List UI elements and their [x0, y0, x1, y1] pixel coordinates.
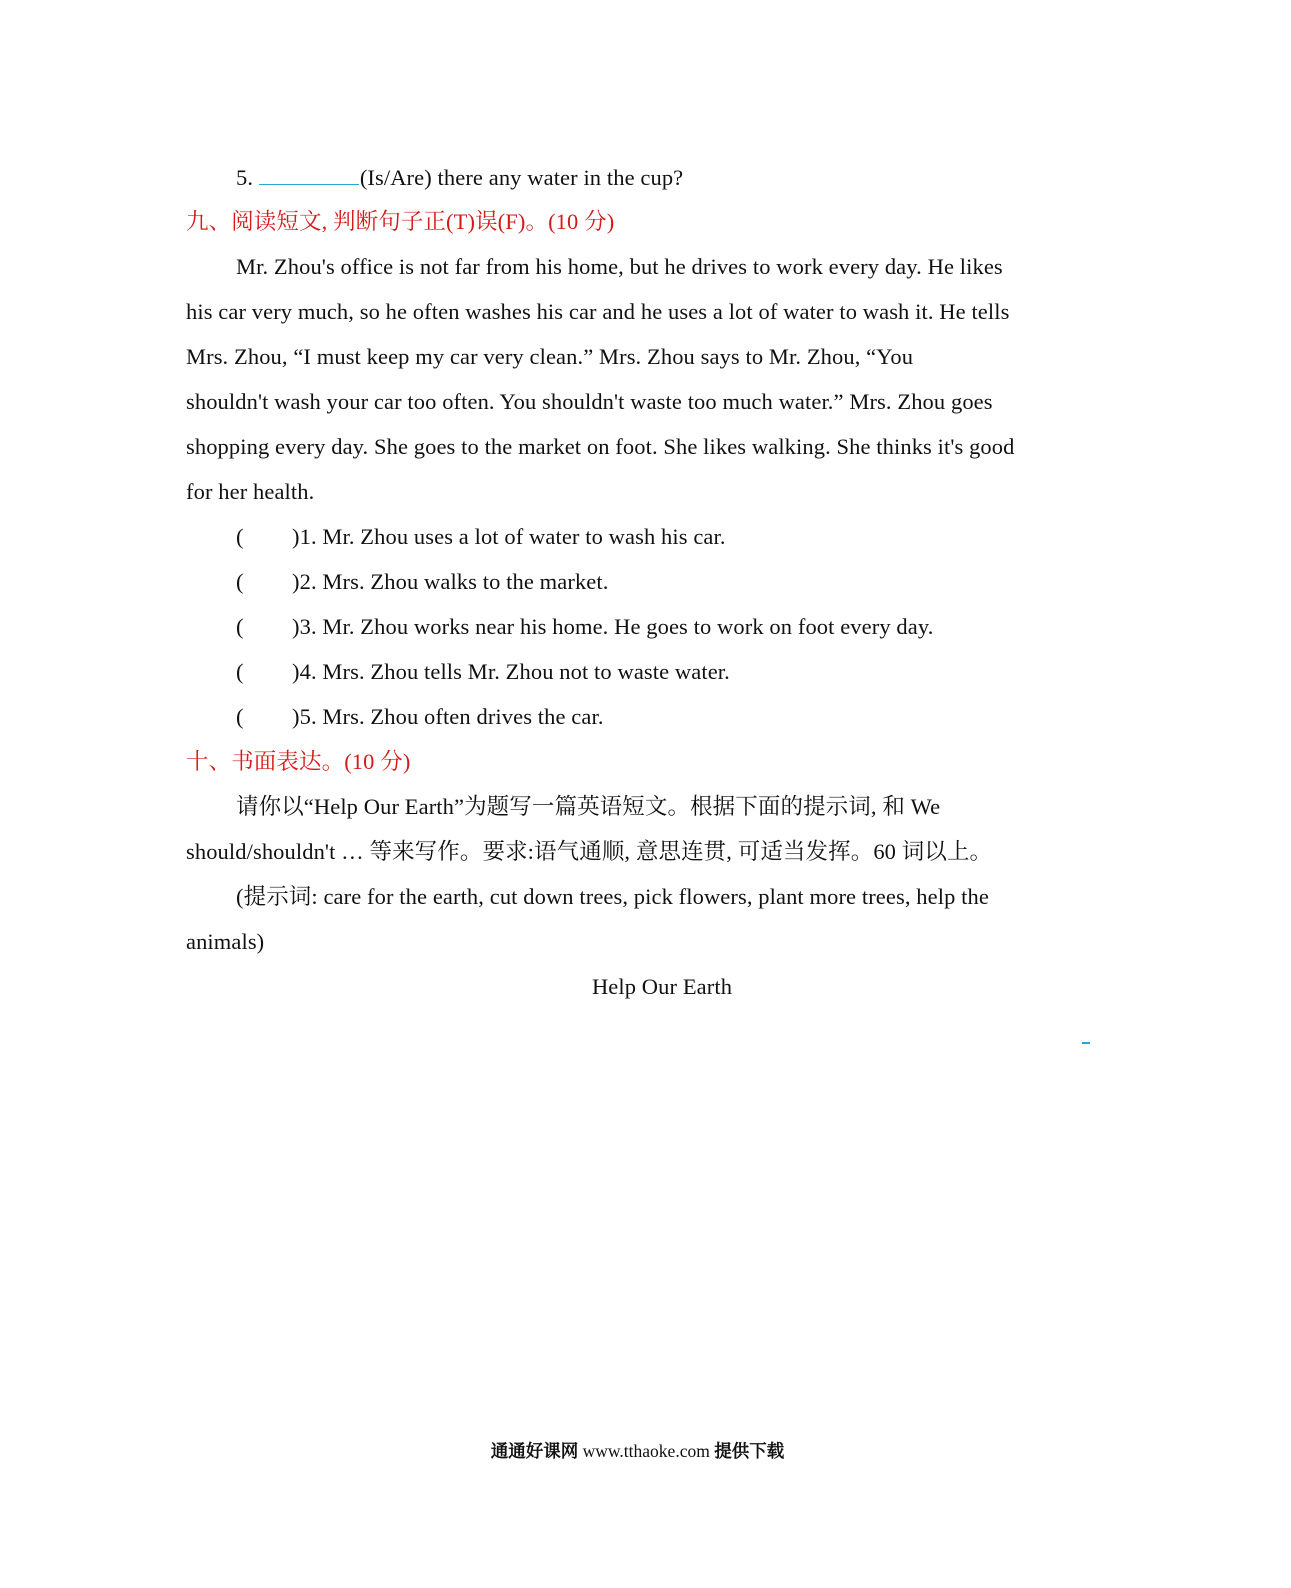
- answer-blank[interactable]: [259, 162, 359, 185]
- tf-statement: )3. Mr. Zhou works near his home. He goes to work on foot every day.: [292, 614, 934, 639]
- hint-words-line: (提示词: care for the earth, cut down trees, pick flowers, plant more trees, help the: [236, 884, 989, 909]
- section-10-heading: 十、书面表达。(10 分): [186, 749, 411, 774]
- question-5: [236, 162, 683, 193]
- question-5-text: (Is/Are) there any water in the cup?: [359, 165, 684, 190]
- footer-url[interactable]: www.tthaoke.com: [582, 1441, 710, 1461]
- footer-download-text: 提供下载: [714, 1441, 785, 1461]
- instruction-line: 请你以“Help Our Earth”为题写一篇英语短文。根据下面的提示词, 和 We: [236, 794, 941, 819]
- question-5-number: 5.: [236, 165, 254, 190]
- passage-line: his car very much, so he often washes his car and he uses a lot of water to wash it. He tells: [186, 299, 1010, 324]
- answer-paren[interactable]: (: [236, 614, 244, 639]
- essay-title: Help Our Earth: [591, 974, 733, 999]
- passage-line: for her health.: [186, 479, 315, 504]
- answer-paren[interactable]: (: [236, 704, 244, 729]
- passage-line: Mr. Zhou's office is not far from his home, but he drives to work every day. He likes: [236, 254, 1003, 279]
- page-footer: [0, 1438, 1275, 1463]
- answer-paren[interactable]: (: [236, 569, 244, 594]
- passage-line: shopping every day. She goes to the market on foot. She likes walking. She thinks it's good: [186, 434, 1015, 459]
- answer-paren[interactable]: (: [236, 659, 244, 684]
- writing-line-mark: [1082, 1042, 1090, 1044]
- tf-statement: )1. Mr. Zhou uses a lot of water to wash his car.: [292, 524, 726, 549]
- section-9-heading: 九、阅读短文, 判断句子正(T)误(F)。(10 分): [186, 209, 615, 234]
- passage-line: shouldn't wash your car too often. You shouldn't waste too much water.” Mrs. Zhou goes: [186, 389, 993, 414]
- answer-paren[interactable]: (: [236, 524, 244, 549]
- tf-statement: )2. Mrs. Zhou walks to the market.: [292, 569, 609, 594]
- tf-statement: )5. Mrs. Zhou often drives the car.: [292, 704, 604, 729]
- tf-statement: )4. Mrs. Zhou tells Mr. Zhou not to waste water.: [292, 659, 730, 684]
- instruction-line: should/shouldn't … 等来写作。要求:语气通顺, 意思连贯, 可适当发挥。60 词以上。: [186, 839, 993, 864]
- passage-line: Mrs. Zhou, “I must keep my car very clean.” Mrs. Zhou says to Mr. Zhou, “You: [186, 344, 914, 369]
- footer-site-name: 通通好课网: [490, 1441, 579, 1461]
- hint-words-line: animals): [186, 929, 265, 954]
